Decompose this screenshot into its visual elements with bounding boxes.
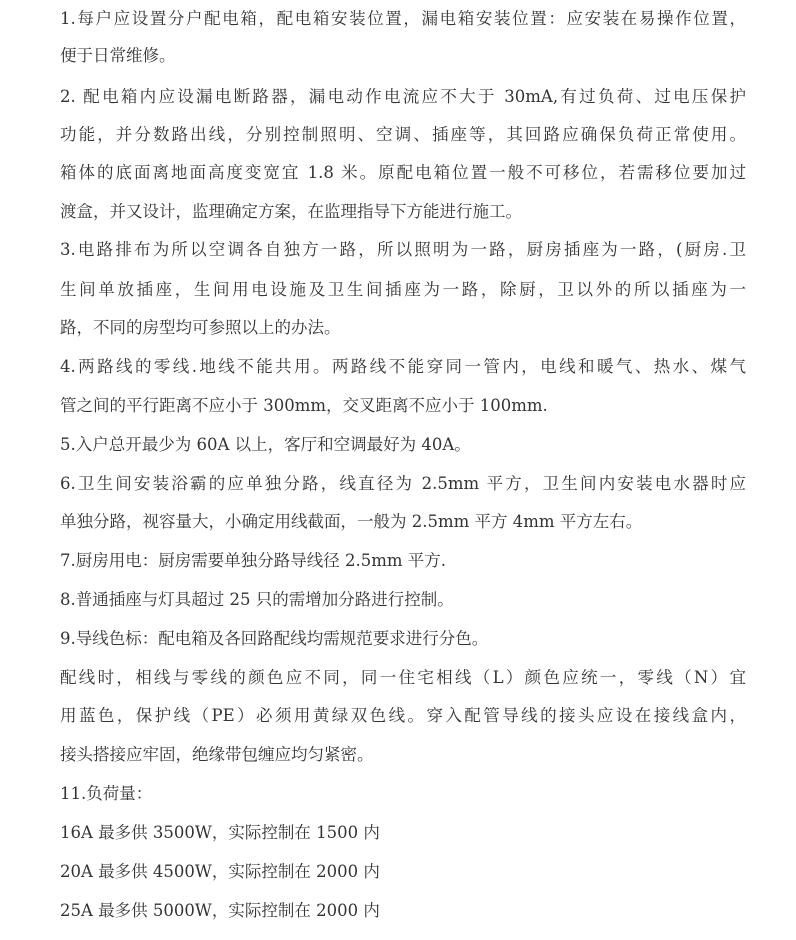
paragraph-7: 7.厨房用电：厨房需要单独分路导线径 2.5mm 平方. [60, 551, 447, 570]
load-25a: 25A 最多供 5000W，实际控制在 2000 内 [60, 901, 380, 920]
paragraph-6-line-1: 6.卫生间安装浴霸的应单独分路，线直径为 2.5mm 平方，卫生间内安装电水器时应 [60, 474, 746, 493]
paragraph-3-line-3: 路，不同的房型均可参照以上的办法。 [60, 318, 341, 337]
paragraph-2-line-4: 渡盒，并又设计，监理确定方案，在监理指导下方能进行施工。 [60, 202, 522, 221]
paragraph-8: 8.普通插座与灯具超过 25 只的需增加分路进行控制。 [60, 590, 454, 609]
paragraph-2-line-3: 箱体的底面离地面高度变宽宜 1.8 米。原配电箱位置一般不可移位，若需移位要加过 [60, 163, 746, 182]
paragraph-4-line-2: 管之间的平行距离不应小于 300mm，交叉距离不应小于 100mm. [60, 396, 548, 415]
load-16a: 16A 最多供 3500W，实际控制在 1500 内 [60, 823, 380, 842]
load-20a: 20A 最多供 4500W，实际控制在 2000 内 [60, 862, 380, 881]
paragraph-2-line-1: 2. 配电箱内应设漏电断路器，漏电动作电流应不大于 30mA,有过负荷、过电压保护 [60, 87, 746, 106]
paragraph-2-line-2: 功能，并分数路出线，分别控制照明、空调、插座等，其回路应确保负荷正常使用。 [60, 125, 746, 144]
paragraph-10-line-1: 配线时，相线与零线的颜色应不同，同一住宅相线（L）颜色应统一，零线（N）宜 [60, 668, 746, 687]
paragraph-10-line-3: 接头搭接应牢固，绝缘带包缠应均匀紧密。 [60, 745, 374, 764]
paragraph-9: 9.导线色标：配电箱及各回路配线均需规范要求进行分色。 [60, 629, 489, 648]
paragraph-6-line-2: 单独分路，视容量大，小确定用线截面，一般为 2.5mm 平方 4mm 平方左右。 [60, 512, 643, 531]
paragraph-3-line-2: 生间单放插座，生间用电设施及卫生间插座为一路，除厨，卫以外的所以插座为一 [60, 280, 746, 299]
paragraph-3-line-1: 3.电路排布为所以空调各自独方一路，所以照明为一路，厨房插座为一路，(厨房.卫 [60, 240, 746, 259]
paragraph-10-line-2: 用蓝色，保护线（PE）必须用黄绿双色线。穿入配管导线的接头应设在接线盒内， [60, 706, 746, 725]
paragraph-1-line-1: 1.每户应设置分户配电箱，配电箱安装位置，漏电箱安装位置：应安装在易操作位置， [60, 9, 746, 28]
paragraph-11-heading: 11.负荷量： [60, 784, 153, 803]
paragraph-1-line-2: 便于日常维修。 [60, 46, 176, 65]
paragraph-4-line-1: 4.两路线的零线.地线不能共用。两路线不能穿同一管内，电线和暖气、热水、煤气 [60, 357, 746, 376]
paragraph-5: 5.入户总开最少为 60A 以上，客厅和空调最好为 40A。 [60, 435, 471, 454]
